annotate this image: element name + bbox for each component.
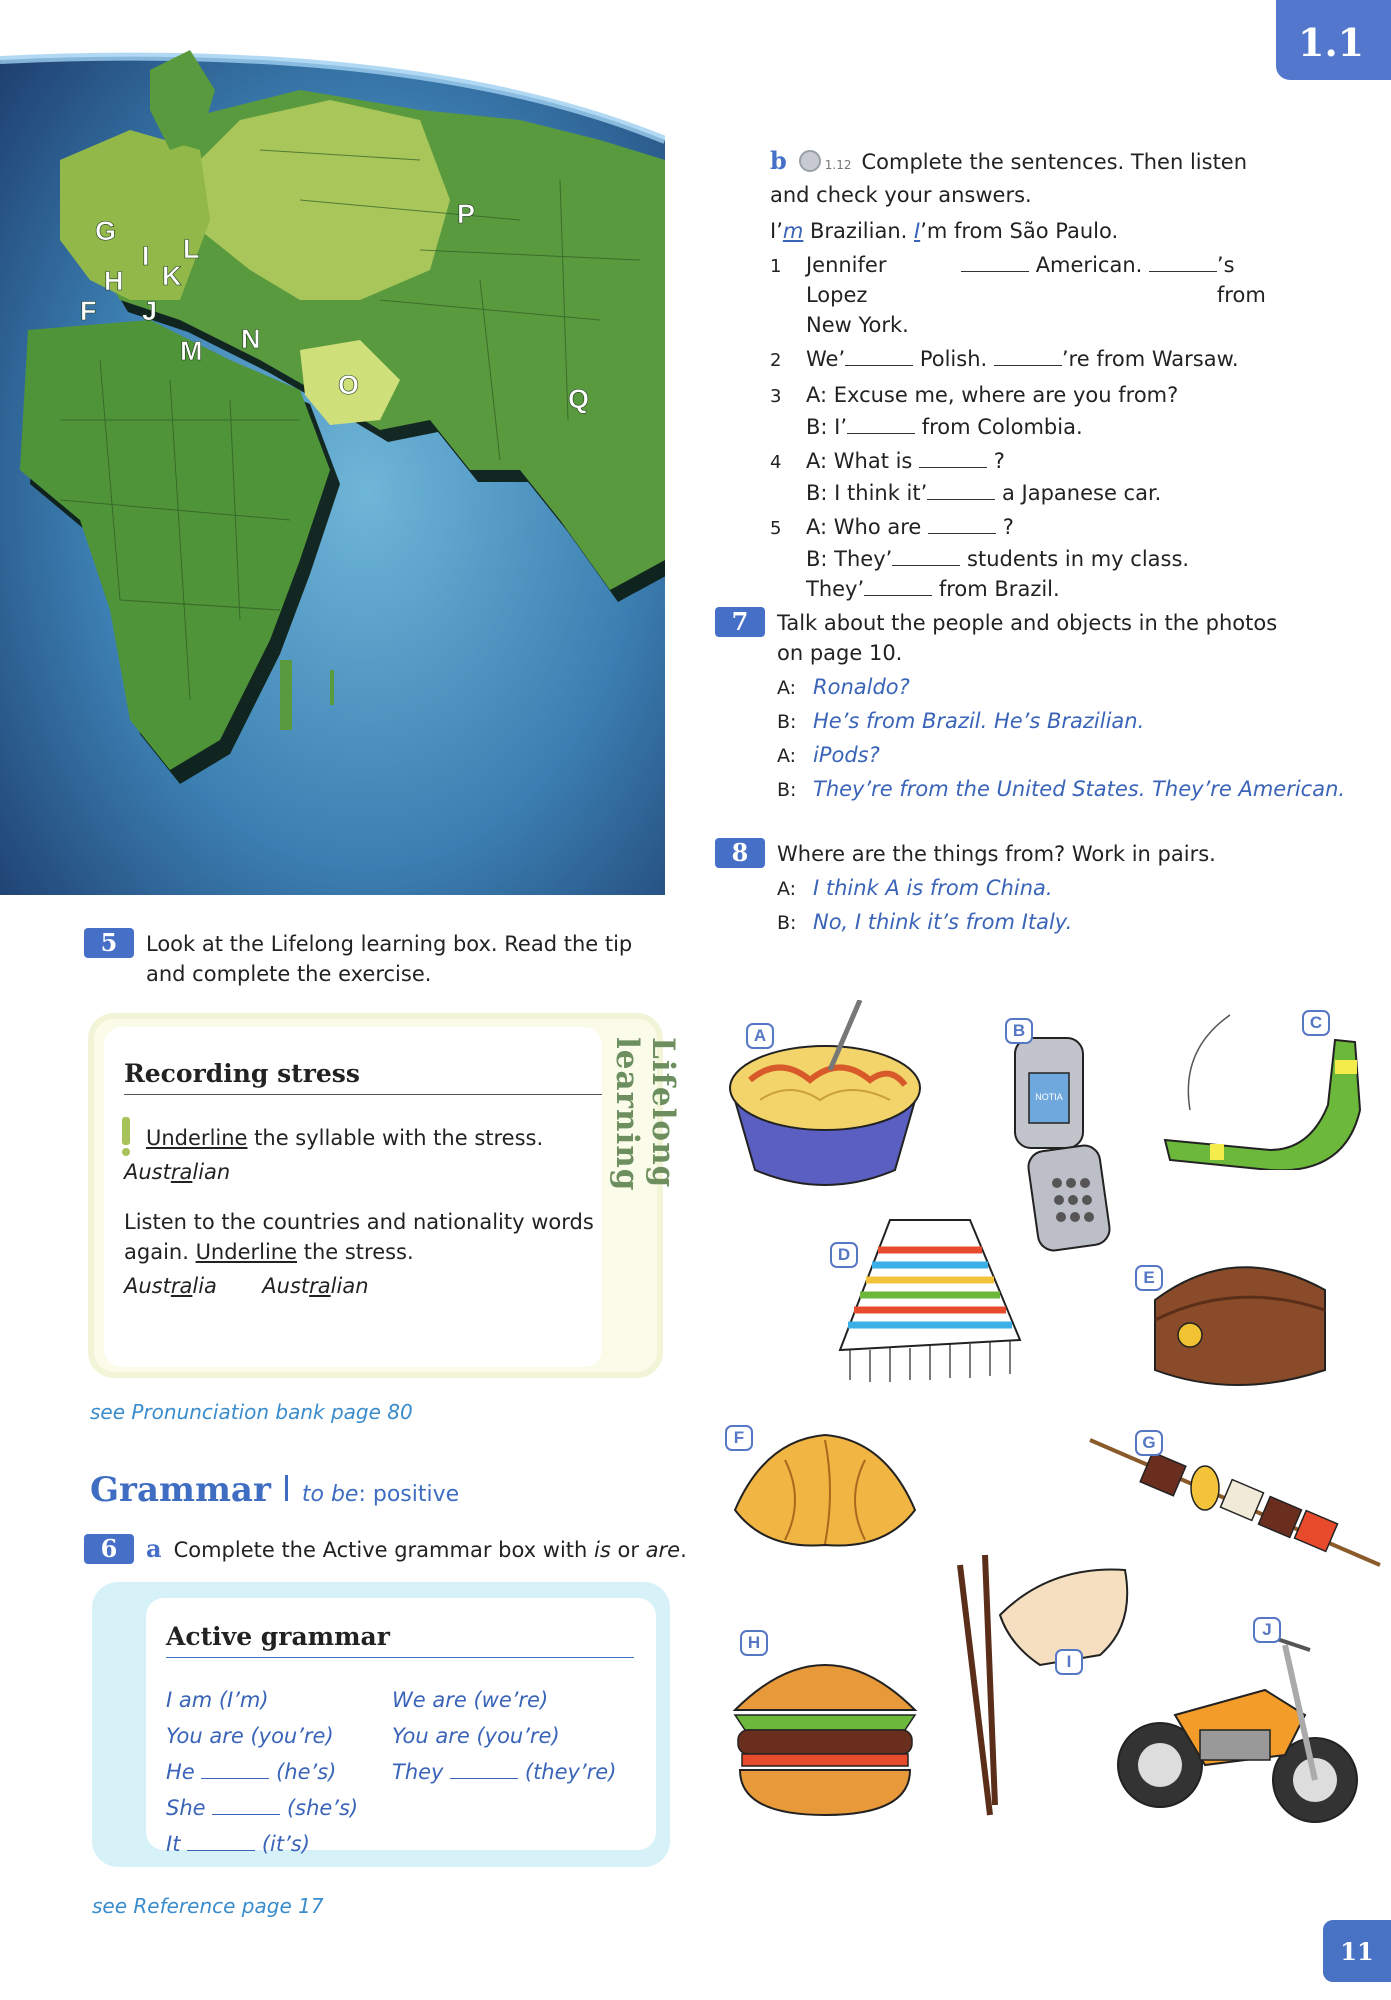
exercise-b-letter: b	[770, 146, 787, 175]
active-grammar-box	[92, 1582, 670, 1867]
item-5-b: B: They’ students in my class.	[806, 547, 1190, 571]
picture-label-d: D	[830, 1242, 858, 1268]
item-2: 2 We’ Polish. ’re from Warsaw.	[770, 347, 1239, 371]
map-letter-h: H	[104, 266, 124, 296]
lifelong-tip: Underline the syllable with the stress.	[146, 1126, 544, 1150]
phone-brand: NOTIA	[1035, 1092, 1063, 1102]
item-1-cont: New York.	[806, 313, 909, 337]
active-grammar-title: Active grammar	[166, 1622, 634, 1658]
blank[interactable]	[450, 1761, 518, 1779]
map-letter-j: J	[142, 296, 158, 326]
exclamation-icon	[122, 1117, 132, 1157]
grammar-heading	[90, 1470, 459, 1510]
lifelong-example: Australian	[124, 1160, 231, 1184]
exercise-5-text-2: and complete the exercise.	[146, 962, 432, 986]
item-4: 4 A: What is ?	[770, 449, 1005, 473]
exercise-7-text-1: Talk about the people and objects in the photos	[777, 611, 1278, 635]
blank[interactable]	[994, 348, 1062, 366]
blank[interactable]	[961, 254, 1029, 272]
exercise-8-text: Where are the things from? Work in pairs.	[777, 842, 1216, 866]
exercise-5-number: 5	[84, 928, 134, 958]
picture-c-boomerang	[1160, 1010, 1380, 1170]
item-3-b: B: I’ from Colombia.	[806, 415, 1083, 439]
picture-i-chopsticks	[950, 1545, 1140, 1825]
picture-h-burger	[730, 1630, 920, 1820]
page-number: 11	[1323, 1920, 1391, 1982]
exercise-b-instruction-1: Complete the sentences. Then listen	[861, 150, 1248, 174]
blank[interactable]	[864, 578, 932, 596]
picture-label-c: C	[1302, 1010, 1330, 1036]
picture-label-g: G	[1135, 1430, 1163, 1456]
picture-label-i: I	[1055, 1649, 1083, 1675]
reference-link[interactable]: see Reference page 17	[92, 1894, 324, 1918]
exercise-b-instruction-2: and check your answers.	[770, 183, 1032, 207]
exercise-b	[770, 146, 1290, 604]
world-map-image	[0, 0, 665, 895]
exercise-7-text-2: on page 10.	[777, 641, 903, 665]
picture-label-b: B	[1005, 1018, 1033, 1044]
map-letter-q: Q	[568, 384, 590, 414]
map-letter-n: N	[241, 324, 261, 354]
exercise-b-items	[770, 250, 1290, 604]
picture-e-hat	[1135, 1240, 1335, 1410]
blank[interactable]	[847, 416, 915, 434]
blank[interactable]	[212, 1797, 280, 1815]
map-letter-p: P	[457, 199, 476, 229]
grammar-divider	[285, 1475, 288, 1501]
exercise-7-dialog: A: Ronaldo? B: He’s from Brazil. He’s Brazilian. A: iPods? B: They’re from the United States. They’re American.	[777, 675, 1346, 801]
exercise-8-number: 8	[715, 838, 765, 868]
map-letter-i: I	[142, 241, 150, 271]
exercise-6-letter: a	[146, 1534, 162, 1563]
map-letter-l: L	[183, 234, 200, 264]
map-letter-f: F	[80, 296, 97, 326]
picture-d-poncho	[830, 1210, 1030, 1410]
exercise-8	[715, 838, 1355, 938]
blank[interactable]	[892, 548, 960, 566]
cd-icon	[799, 150, 821, 172]
lifelong-words: Australia Australian	[124, 1274, 369, 1298]
item-5: 5 A: Who are ?	[770, 515, 1014, 539]
active-grammar-content	[146, 1598, 656, 1856]
grammar-subtitle: to be: positive	[301, 1482, 460, 1507]
map-letter-m: M	[180, 336, 203, 366]
pronunciation-reference-link[interactable]: see Pronunciation bank page 80	[90, 1400, 413, 1424]
lifelong-title: Recording stress	[124, 1059, 602, 1095]
exercise-7-number: 7	[715, 607, 765, 637]
blank[interactable]	[201, 1761, 269, 1779]
exercise-7	[715, 607, 1355, 805]
map-letter-k: K	[162, 261, 182, 291]
section-tab	[1276, 0, 1391, 80]
blank[interactable]	[919, 450, 987, 468]
lifelong-para-2: again. Underline the stress.	[124, 1240, 414, 1264]
item-4-b: B: I think it’ a Japanese car.	[806, 481, 1162, 505]
picture-label-f: F	[725, 1425, 753, 1451]
item-3: 3 A: Excuse me, where are you from?	[770, 383, 1179, 407]
picture-j-motorbike	[1115, 1605, 1365, 1835]
picture-a-spaghetti	[720, 1000, 930, 1200]
lifelong-para-1: Listen to the countries and nationality words	[124, 1210, 594, 1234]
map-letter-o: O	[338, 370, 360, 400]
active-grammar-right-col: We are (we’re) You are (you’re) They (they’re)	[392, 1688, 617, 1784]
exercise-6-number: 6	[84, 1534, 134, 1564]
blank[interactable]	[845, 348, 913, 366]
section-number: 1.1	[1298, 20, 1365, 65]
picture-label-e: E	[1135, 1265, 1163, 1291]
item-5-c: They’ from Brazil.	[806, 577, 1060, 601]
picture-f-croissant	[725, 1420, 925, 1560]
blank[interactable]	[927, 482, 995, 500]
exercise-8-dialog: A: I think A is from China. B: No, I think it’s from Italy.	[777, 876, 1073, 934]
lifelong-content	[104, 1027, 602, 1367]
exercise-b-example: I’m Brazilian. I’m from São Paulo.	[770, 219, 1119, 243]
track-number: 1.12	[824, 158, 852, 172]
active-grammar-left-col: I am (I’m) You are (you’re) He (he’s) She (she’s) It (it’s)	[166, 1688, 359, 1856]
map-letter-g: G	[95, 216, 117, 246]
grammar-title: Grammar	[90, 1470, 271, 1510]
picture-label-h: H	[740, 1630, 768, 1656]
blank[interactable]	[928, 516, 996, 534]
exercise-5-text-1: Look at the Lifelong learning box. Read the tip	[146, 932, 633, 956]
picture-label-j: J	[1253, 1617, 1281, 1643]
picture-label-a: A	[746, 1023, 774, 1049]
lifelong-learning-box	[88, 1013, 681, 1378]
item-1: 1 Jennifer Lopez American. ’s from	[770, 253, 1266, 307]
exercise-5	[84, 928, 664, 989]
blank[interactable]	[1149, 254, 1217, 272]
exercise-6-text: Complete the Active grammar box with is or are.	[173, 1538, 687, 1562]
exercise-6	[84, 1534, 687, 1565]
blank[interactable]	[187, 1833, 255, 1851]
lifelong-side-title: Lifelong learning	[609, 1037, 681, 1192]
